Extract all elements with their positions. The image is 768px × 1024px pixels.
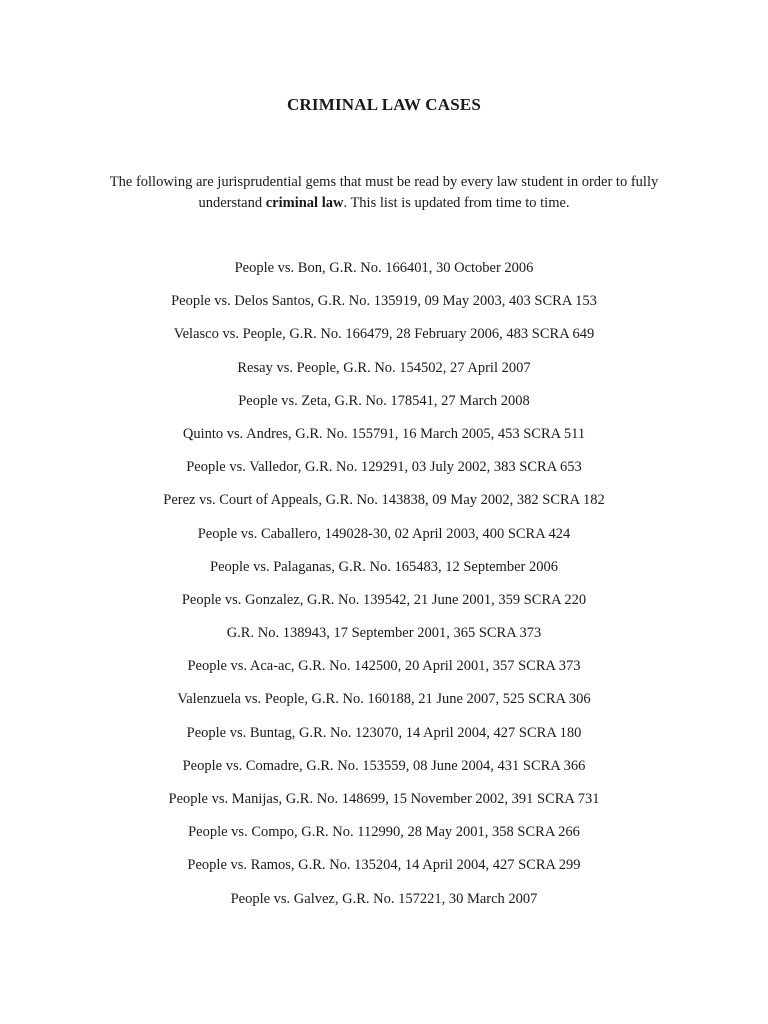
intro-text-end: . This list is updated from time to time.: [343, 195, 570, 211]
intro-text-start: The following are jurisprudential gems that must be read by every law student in order to fully understand: [109, 174, 659, 211]
case-item: G.R. No. 138943, 17 September 2001, 365 SCRA 373: [226, 625, 542, 642]
case-item: People vs. Zeta, G.R. No. 178541, 27 March 2008: [238, 392, 530, 409]
case-item: Valenzuela vs. People, G.R. No. 160188, 21 June 2007, 525 SCRA 306: [177, 691, 591, 708]
case-item: People vs. Comadre, G.R. No. 153559, 08 June 2004, 431 SCRA 366: [182, 757, 586, 774]
case-item: People vs. Delos Santos, G.R. No. 135919, 09 May 2003, 403 SCRA 153: [171, 293, 597, 310]
case-item: People vs. Gonzalez, G.R. No. 139542, 21 June 2001, 359 SCRA 220: [181, 591, 587, 608]
case-item: Quinto vs. Andres, G.R. No. 155791, 16 March 2005, 453 SCRA 511: [182, 425, 586, 442]
case-item: People vs. Ramos, G.R. No. 135204, 14 April 2004, 427 SCRA 299: [187, 857, 581, 874]
intro-paragraph: [84, 172, 684, 214]
case-item: Velasco vs. People, G.R. No. 166479, 28 February 2006, 483 SCRA 649: [173, 326, 595, 343]
case-item: People vs. Galvez, G.R. No. 157221, 30 March 2007: [230, 890, 538, 907]
case-item: Resay vs. People, G.R. No. 154502, 27 April 2007: [237, 359, 531, 376]
case-list: [0, 257, 768, 921]
case-item: People vs. Palaganas, G.R. No. 165483, 12 September 2006: [210, 558, 558, 575]
case-item: People vs. Bon, G.R. No. 166401, 30 October 2006: [234, 260, 534, 276]
case-item: People vs. Manijas, G.R. No. 148699, 15 November 2002, 391 SCRA 731: [168, 791, 600, 807]
case-item: People vs. Aca-ac, G.R. No. 142500, 20 April 2001, 357 SCRA 373: [187, 658, 581, 675]
case-item: Perez vs. Court of Appeals, G.R. No. 143838, 09 May 2002, 382 SCRA 182: [163, 492, 605, 509]
case-item: People vs. Buntag, G.R. No. 123070, 14 April 2004, 427 SCRA 180: [186, 724, 582, 741]
intro-emphasis: criminal law: [265, 195, 344, 211]
case-item: People vs. Caballero, 149028-30, 02 April 2003, 400 SCRA 424: [197, 525, 571, 542]
case-item: People vs. Compo, G.R. No. 112990, 28 May 2001, 358 SCRA 266: [188, 824, 580, 841]
case-item: People vs. Valledor, G.R. No. 129291, 03 July 2002, 383 SCRA 653: [186, 459, 582, 476]
document-title: CRIMINAL LAW CASES: [286, 95, 482, 114]
